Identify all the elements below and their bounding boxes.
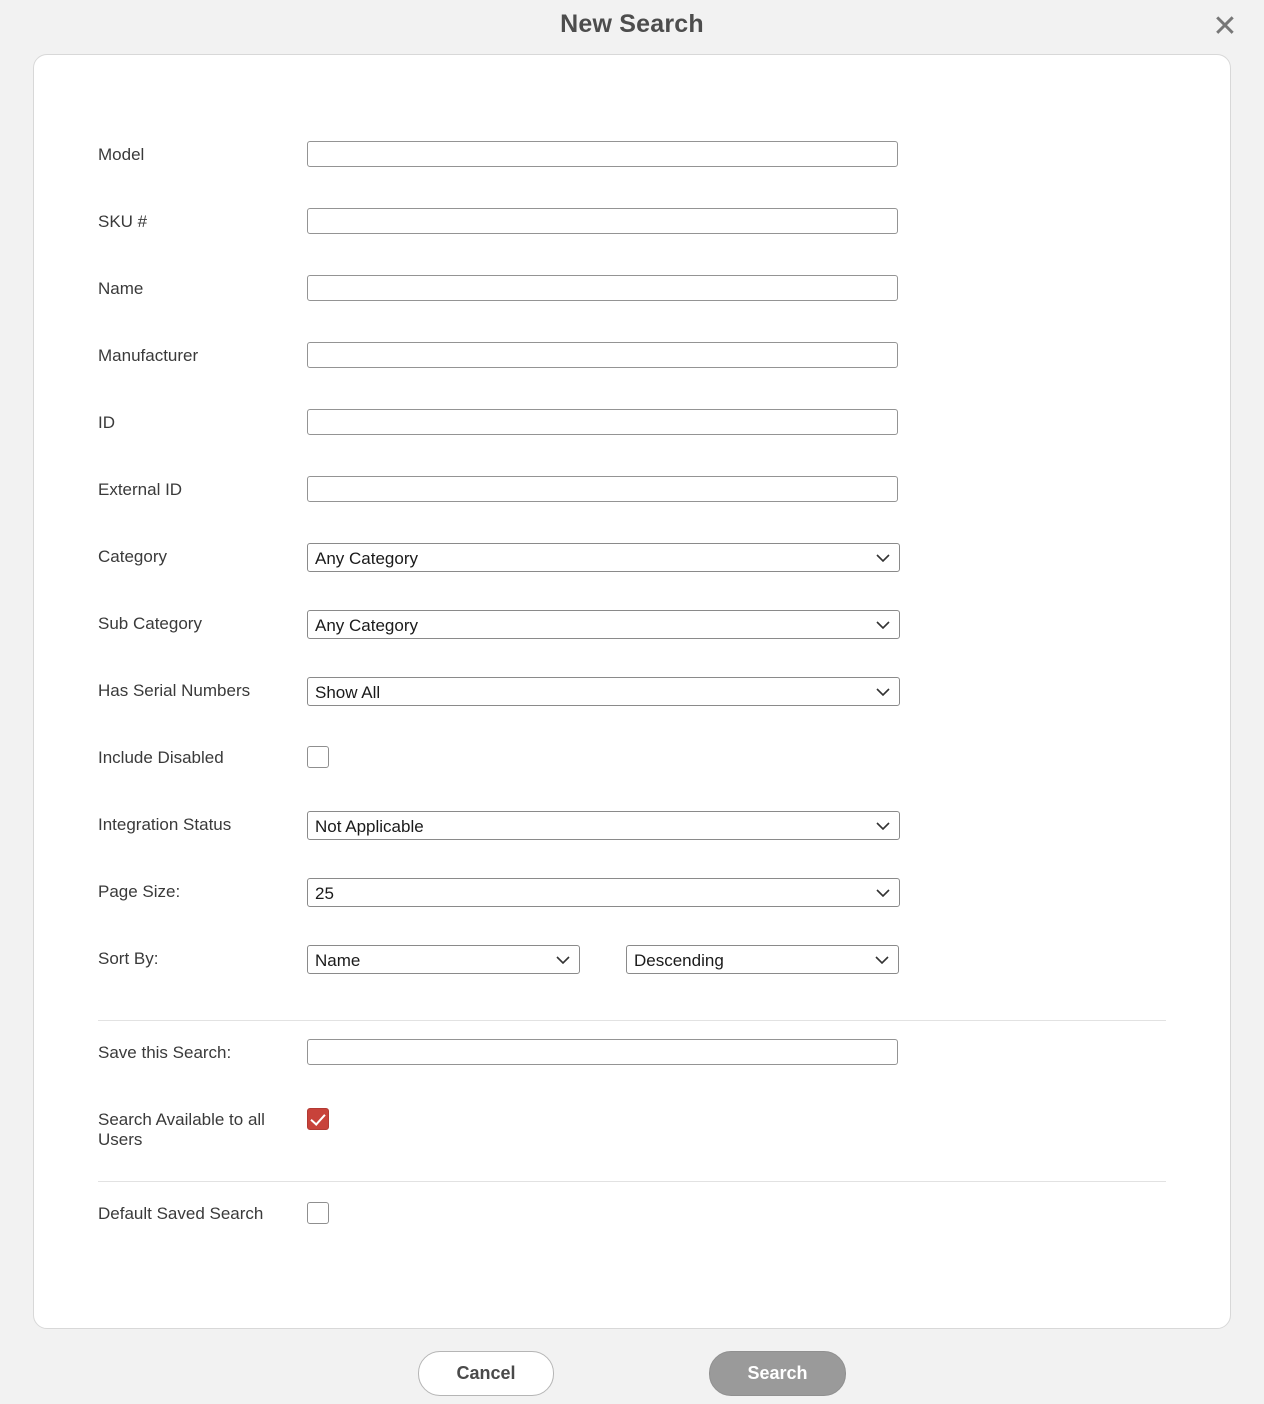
field-row-sort-by — [34, 945, 1230, 1012]
include-disabled-label: Include Disabled — [98, 748, 224, 767]
field-row-has-serial-numbers — [34, 677, 1230, 744]
include-disabled-field-wrap — [307, 744, 1230, 773]
sub-category-select[interactable] — [307, 610, 900, 639]
field-row-search-available-all-users — [34, 1106, 1230, 1173]
name-input[interactable] — [307, 275, 898, 301]
include-disabled-checkbox[interactable] — [307, 746, 329, 768]
integration-status-field-wrap — [307, 811, 1230, 840]
default-saved-search-checkbox[interactable] — [307, 1202, 329, 1224]
section-divider-1 — [98, 1020, 1166, 1021]
page-size-select[interactable] — [307, 878, 900, 907]
page-size-field-wrap — [307, 878, 1230, 907]
sort-by-field-wrap — [307, 945, 1230, 974]
id-label: ID — [98, 413, 115, 432]
model-field-wrap — [307, 141, 1230, 167]
page-size-select-wrap — [307, 878, 900, 907]
dialog-title: New Search — [560, 10, 704, 38]
integration-status-select-wrap — [307, 811, 900, 840]
has-serial-numbers-select-wrap — [307, 677, 900, 706]
sort-by-label: Sort By: — [98, 949, 159, 968]
category-field-wrap — [307, 543, 1230, 572]
manufacturer-input[interactable] — [307, 342, 898, 368]
field-row-page-size — [34, 878, 1230, 945]
close-icon[interactable]: ✕ — [1212, 9, 1238, 44]
id-input[interactable] — [307, 409, 898, 435]
external-id-field-wrap — [307, 476, 1230, 502]
has-serial-numbers-label: Has Serial Numbers — [98, 681, 251, 700]
field-row-name — [34, 275, 1230, 342]
name-field-wrap — [307, 275, 1230, 301]
cancel-button[interactable]: Cancel — [418, 1351, 554, 1396]
has-serial-numbers-select[interactable] — [307, 677, 900, 706]
sub-category-field-wrap — [307, 610, 1230, 639]
manufacturer-label: Manufacturer — [98, 346, 199, 365]
sort-by-field-select[interactable] — [307, 945, 580, 974]
sub-category-label: Sub Category — [98, 614, 202, 633]
field-row-save-this-search — [34, 1039, 1230, 1106]
default-saved-search-field-wrap — [307, 1200, 1230, 1229]
model-input[interactable] — [307, 141, 898, 167]
sub-category-select-wrap — [307, 610, 900, 639]
field-row-manufacturer — [34, 342, 1230, 409]
sku-label: SKU # — [98, 212, 148, 231]
sort-by-field-select-wrap — [307, 945, 580, 974]
save-this-search-input[interactable] — [307, 1039, 898, 1065]
manufacturer-field-wrap — [307, 342, 1230, 368]
dialog-footer — [0, 1351, 1264, 1396]
has-serial-numbers-field-wrap — [307, 677, 1230, 706]
integration-status-label: Integration Status — [98, 815, 232, 834]
sort-direction-select[interactable] — [626, 945, 899, 974]
category-select[interactable] — [307, 543, 900, 572]
search-available-all-users-label: Search Available to all Users — [98, 1110, 265, 1149]
search-button[interactable]: Search — [709, 1351, 846, 1396]
field-row-sku — [34, 208, 1230, 275]
search-available-all-users-field-wrap — [307, 1106, 1230, 1135]
section-divider-2 — [98, 1181, 1166, 1182]
category-label: Category — [98, 547, 167, 566]
field-row-default-saved-search — [34, 1200, 1230, 1267]
model-label: Model — [98, 145, 145, 164]
search-form — [34, 55, 1230, 1267]
field-row-external-id — [34, 476, 1230, 543]
field-row-include-disabled — [34, 744, 1230, 811]
field-row-category — [34, 543, 1230, 610]
sort-direction-select-wrap — [626, 945, 899, 974]
dialog-body — [33, 54, 1231, 1329]
save-this-search-field-wrap — [307, 1039, 1230, 1065]
save-this-search-label: Save this Search: — [98, 1043, 232, 1062]
integration-status-select[interactable] — [307, 811, 900, 840]
field-row-model — [34, 141, 1230, 208]
external-id-input[interactable] — [307, 476, 898, 502]
id-field-wrap — [307, 409, 1230, 435]
field-row-sub-category — [34, 610, 1230, 677]
page-size-label: Page Size: — [98, 882, 181, 901]
field-row-id — [34, 409, 1230, 476]
sku-field-wrap — [307, 208, 1230, 234]
field-row-integration-status — [34, 811, 1230, 878]
sku-input[interactable] — [307, 208, 898, 234]
default-saved-search-label: Default Saved Search — [98, 1204, 264, 1223]
category-select-wrap — [307, 543, 900, 572]
name-label: Name — [98, 279, 144, 298]
external-id-label: External ID — [98, 480, 183, 499]
search-available-all-users-checkbox[interactable] — [307, 1108, 329, 1130]
